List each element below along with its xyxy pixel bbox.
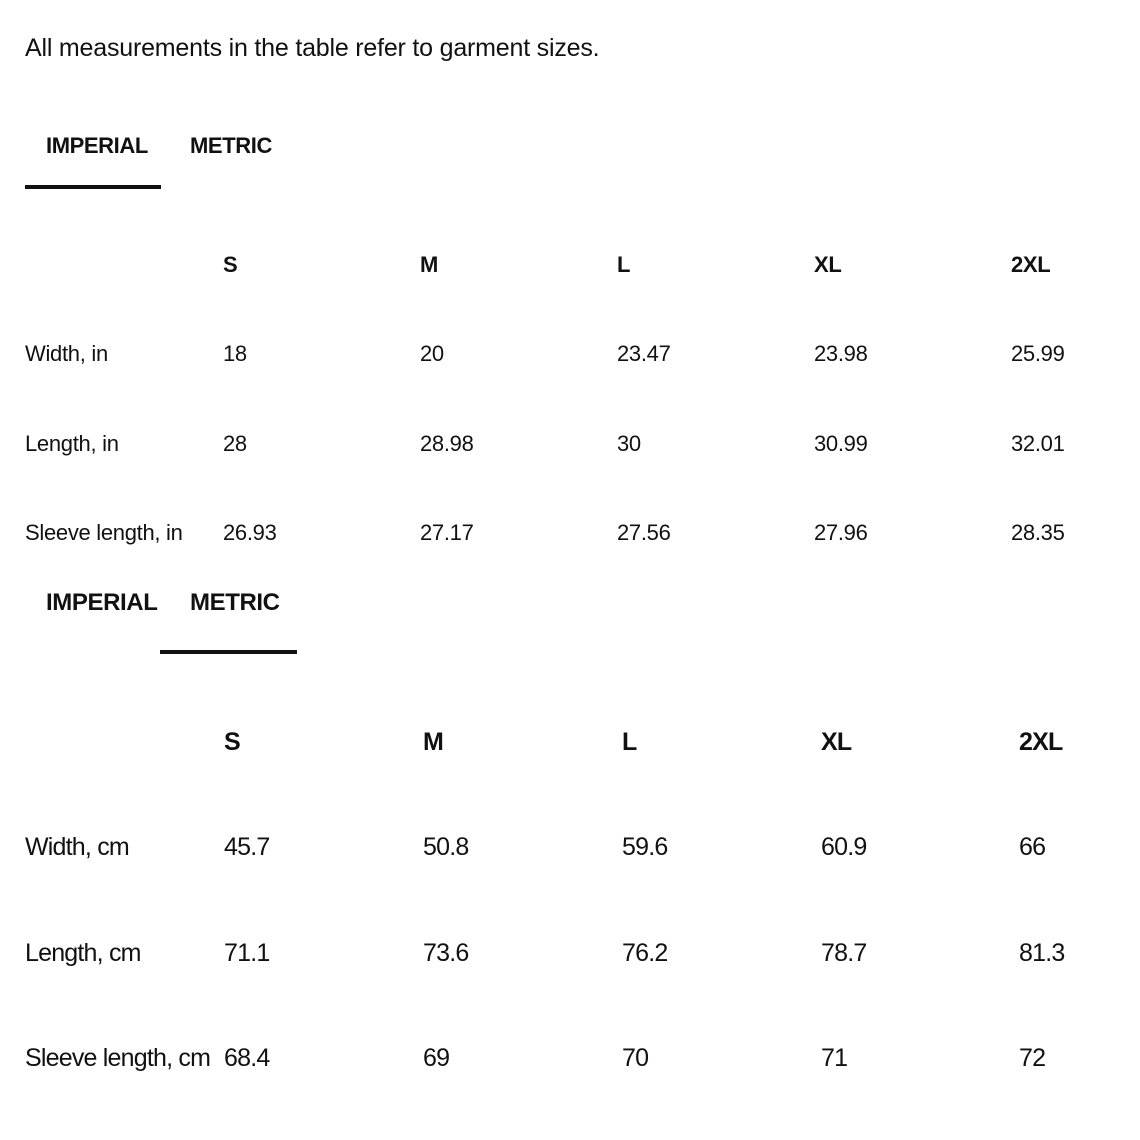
cell-value: 45.7 (224, 833, 270, 861)
row-label: Length, cm (25, 939, 141, 967)
intro-text: All measurements in the table refer to garment sizes. (25, 34, 600, 62)
cell-value: 26.93 (223, 520, 277, 545)
cell-value: 68.4 (224, 1044, 270, 1072)
row-label: Sleeve length, in (25, 520, 183, 545)
cell-value: 30.99 (814, 431, 868, 456)
cell-value: 66 (1019, 833, 1046, 861)
size-header-l: L (617, 252, 631, 277)
row-label: Length, in (25, 431, 119, 456)
tab-imperial[interactable]: IMPERIAL (46, 133, 148, 158)
cell-value: 27.56 (617, 520, 671, 545)
size-header-m: M (423, 728, 444, 756)
cell-value: 78.7 (821, 939, 867, 967)
table-row (25, 1044, 1115, 1074)
size-header-s: S (223, 252, 238, 277)
size-header-2xl: 2XL (1011, 252, 1051, 277)
size-header-m: M (420, 252, 439, 277)
active-tab-underline (160, 650, 297, 654)
cell-value: 72 (1019, 1044, 1046, 1072)
cell-value: 20 (420, 341, 444, 366)
row-label: Sleeve length, cm (25, 1044, 211, 1072)
size-header-l: L (622, 728, 637, 756)
row-label: Width, in (25, 341, 108, 366)
cell-value: 28.35 (1011, 520, 1065, 545)
unit-tabs-metric-section (25, 589, 325, 649)
size-header-xl: XL (814, 252, 842, 277)
cell-value: 70 (622, 1044, 649, 1072)
cell-value: 71 (821, 1044, 848, 1072)
unit-tabs-imperial-section (25, 133, 325, 193)
table-row (25, 431, 1115, 461)
metric-size-table (25, 728, 1115, 1088)
cell-value: 27.17 (420, 520, 474, 545)
active-tab-underline (25, 185, 161, 189)
imperial-size-table (25, 252, 1115, 552)
cell-value: 81.3 (1019, 939, 1065, 967)
size-header-xl: XL (821, 728, 852, 756)
cell-value: 30 (617, 431, 641, 456)
size-header-2xl: 2XL (1019, 728, 1063, 756)
cell-value: 27.96 (814, 520, 868, 545)
cell-value: 32.01 (1011, 431, 1065, 456)
cell-value: 25.99 (1011, 341, 1065, 366)
cell-value: 23.98 (814, 341, 868, 366)
cell-value: 76.2 (622, 939, 668, 967)
cell-value: 73.6 (423, 939, 469, 967)
tab-metric[interactable]: METRIC (190, 589, 280, 616)
cell-value: 18 (223, 341, 247, 366)
cell-value: 28.98 (420, 431, 474, 456)
row-label: Width, cm (25, 833, 129, 861)
table-row (25, 341, 1115, 371)
table-header-row (25, 728, 1115, 758)
cell-value: 28 (223, 431, 247, 456)
cell-value: 69 (423, 1044, 450, 1072)
cell-value: 23.47 (617, 341, 671, 366)
size-header-s: S (224, 728, 240, 756)
cell-value: 59.6 (622, 833, 668, 861)
cell-value: 71.1 (224, 939, 270, 967)
table-row (25, 520, 1115, 550)
tab-metric[interactable]: METRIC (190, 133, 272, 158)
cell-value: 60.9 (821, 833, 867, 861)
cell-value: 50.8 (423, 833, 469, 861)
table-row (25, 939, 1115, 969)
table-row (25, 833, 1115, 863)
tab-imperial[interactable]: IMPERIAL (46, 589, 158, 616)
table-header-row (25, 252, 1115, 282)
